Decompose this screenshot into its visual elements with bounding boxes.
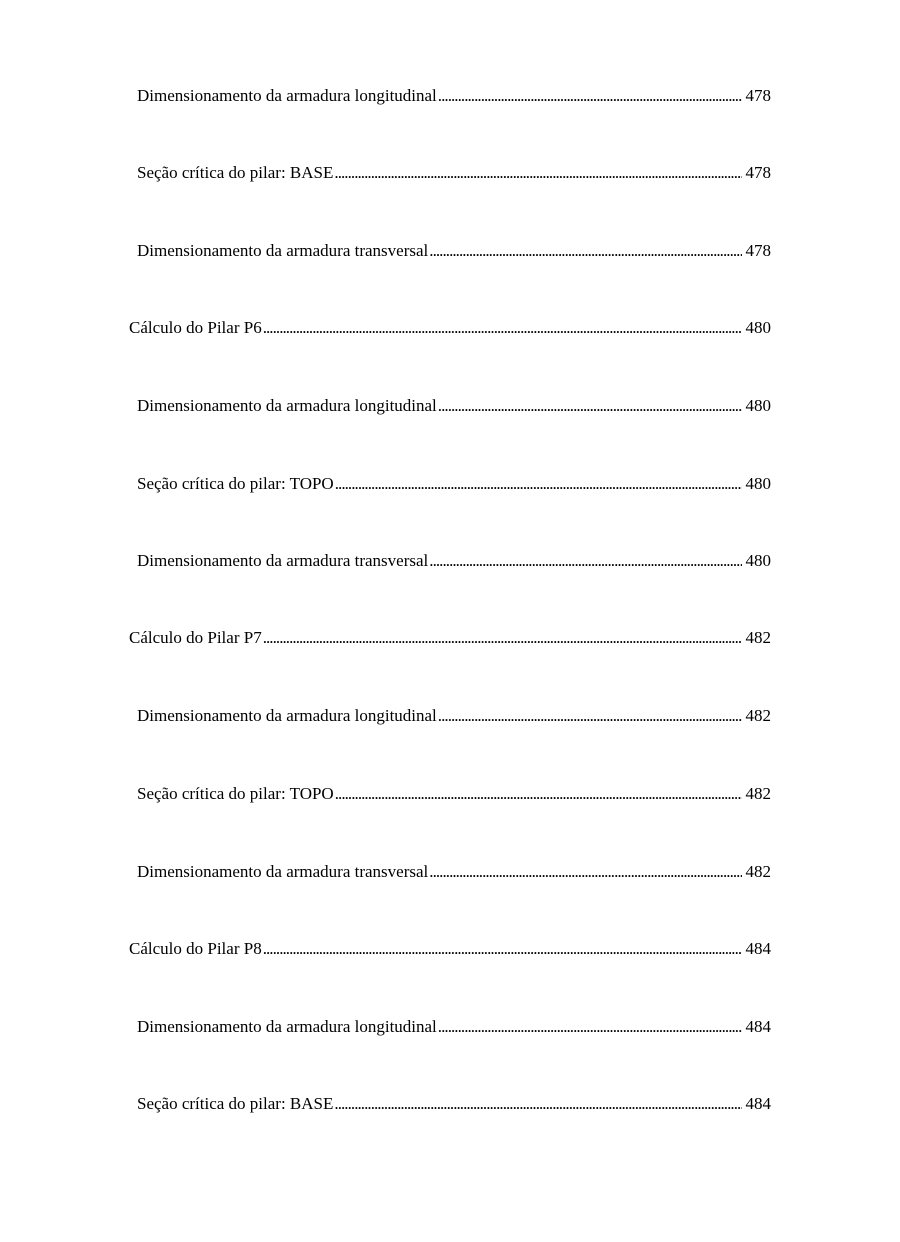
- toc-dot-leader: [335, 474, 742, 494]
- toc-entry-title: Seção crítica do pilar: TOPO: [137, 784, 334, 803]
- toc-entry-page: 482: [745, 784, 771, 803]
- toc-entry: [137, 706, 771, 726]
- toc-entry-page: 482: [745, 706, 771, 725]
- toc-entry: [137, 86, 771, 106]
- toc-entry: [137, 784, 771, 804]
- toc-entry-title: Cálculo do Pilar P7: [129, 628, 262, 647]
- toc-entry-page: 480: [745, 318, 771, 337]
- toc-dot-leader: [335, 784, 742, 804]
- toc-dot-leader: [429, 862, 741, 882]
- toc-entry: [129, 628, 771, 648]
- toc-entry-title: Dimensionamento da armadura longitudinal: [137, 706, 437, 725]
- toc-entry-page: 480: [745, 551, 771, 570]
- toc-entry-page: 482: [745, 862, 771, 881]
- toc-entry-page: 480: [745, 396, 771, 415]
- toc-entry: [137, 474, 771, 494]
- toc-entry: [137, 163, 771, 183]
- toc-entry: [137, 551, 771, 571]
- toc-entry: [129, 318, 771, 338]
- toc-entry-page: 484: [745, 939, 771, 958]
- toc-entry: [137, 1017, 771, 1037]
- toc-entry-title: Seção crítica do pilar: TOPO: [137, 474, 334, 493]
- toc-entry-page: 478: [745, 241, 771, 260]
- toc-entry-title: Dimensionamento da armadura longitudinal: [137, 1017, 437, 1036]
- toc-entry-title: Dimensionamento da armadura longitudinal: [137, 86, 437, 105]
- toc-dot-leader: [334, 1094, 741, 1114]
- toc-entry-title: Dimensionamento da armadura transversal: [137, 551, 429, 570]
- toc-entry-page: 482: [745, 628, 771, 647]
- toc-entry-title: Cálculo do Pilar P8: [129, 939, 262, 958]
- toc-dot-leader: [438, 396, 742, 416]
- toc-dot-leader: [263, 318, 742, 338]
- toc-entry: [129, 939, 771, 959]
- toc-entry-title: Seção crítica do pilar: BASE: [137, 1094, 334, 1113]
- toc-entry-title: Dimensionamento da armadura longitudinal: [137, 396, 437, 415]
- toc-dot-leader: [263, 628, 742, 648]
- toc-entry-page: 478: [745, 86, 771, 105]
- toc-entry-page: 480: [745, 474, 771, 493]
- toc-entry-title: Cálculo do Pilar P6: [129, 318, 262, 337]
- toc-entry-title: Seção crítica do pilar: BASE: [137, 163, 334, 182]
- toc-entry-page: 478: [745, 163, 771, 182]
- toc-dot-leader: [438, 86, 742, 106]
- toc-entry: [137, 862, 771, 882]
- toc-entry-title: Dimensionamento da armadura transversal: [137, 241, 429, 260]
- toc-dot-leader: [438, 706, 742, 726]
- toc-entry: [137, 241, 771, 261]
- toc-dot-leader: [263, 939, 742, 959]
- toc-entry-page: 484: [745, 1017, 771, 1036]
- toc-entry-title: Dimensionamento da armadura transversal: [137, 862, 429, 881]
- toc-dot-leader: [429, 241, 741, 261]
- toc-entry: [137, 1094, 771, 1114]
- toc-entry: [137, 396, 771, 416]
- toc-dot-leader: [438, 1017, 742, 1037]
- toc-dot-leader: [334, 163, 741, 183]
- toc-entry-page: 484: [745, 1094, 771, 1113]
- toc-dot-leader: [429, 551, 741, 571]
